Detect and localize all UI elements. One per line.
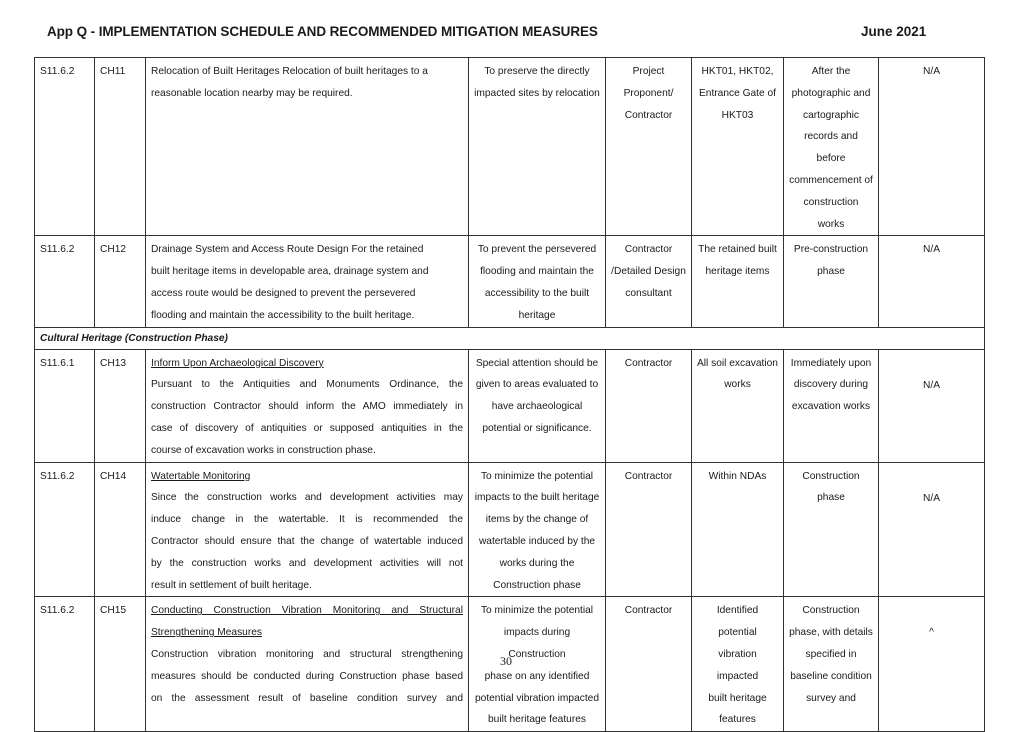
objective-cell: To prevent the persevered flooding and maintain the accessibility to the built heritage bbox=[469, 236, 606, 327]
timing-cell: Construction phase bbox=[784, 462, 879, 597]
requirement-cell: N/A bbox=[879, 236, 985, 327]
id-cell: CH13 bbox=[95, 349, 146, 462]
page-number: 30 bbox=[500, 654, 512, 668]
measure-cell: Conducting Construction Vibration Monitoring and Structural Strengthening Measures Construction vibration monitoring and structural strengthening measures should be conducted during Construction phase based on the assessment result of baseline condition survey and bbox=[146, 597, 469, 732]
id-cell: CH11 bbox=[95, 58, 146, 236]
location-cell: All soil excavation works bbox=[692, 349, 784, 462]
measure-title-cont: Strengthening Measures bbox=[151, 627, 262, 639]
implementer-cell: Contractor bbox=[606, 462, 692, 597]
requirement-cell: N/A bbox=[879, 349, 985, 462]
timing-cell: Construction phase, with details specified in baseline condition survey and bbox=[784, 597, 879, 732]
measure-cell: Inform Upon Archaeological Discovery Pursuant to the Antiquities and Monuments Ordinance, the construction Contractor should inform the AMO immediately in case of discovery of antiquities or supposed antiquities in the course of excavation works in construction phase. bbox=[146, 349, 469, 462]
implementer-cell: Contractor bbox=[606, 597, 692, 732]
measure-cell: Watertable Monitoring Since the construction works and development activities may induce change in the watertable. It is recommended the Contractor should ensure that the change of watertable induced by the construction works and development activities will not result in settlement of built heritage. bbox=[146, 462, 469, 597]
location-cell: Within NDAs bbox=[692, 462, 784, 597]
objective-cell: To minimize the potential impacts to the built heritage items by the change of watertable induced by the works during the Construction phase bbox=[469, 462, 606, 597]
ref-cell: S11.6.1 bbox=[35, 349, 95, 462]
requirement-cell: N/A bbox=[879, 462, 985, 597]
location-cell: HKT01, HKT02, Entrance Gate of HKT03 bbox=[692, 58, 784, 236]
ref-cell: S11.6.2 bbox=[35, 58, 95, 236]
measure-cell: Relocation of Built Heritages Relocation of built heritages to a reasonable location nearby may be required. bbox=[146, 58, 469, 236]
table-row bbox=[35, 236, 985, 327]
measure-cell: Drainage System and Access Route Design For the retained built heritage items in developable area, drainage system and access route would be designed to prevent the persevered flooding and maintain the accessibility to the built heritage. bbox=[146, 236, 469, 327]
implementer-cell: Project Proponent/ Contractor bbox=[606, 58, 692, 236]
implementer-cell: Contractor bbox=[606, 349, 692, 462]
measure-title: Watertable Monitoring bbox=[151, 470, 251, 482]
implementer-cell: Contractor /Detailed Design consultant bbox=[606, 236, 692, 327]
objective-cell: To preserve the directly impacted sites by relocation bbox=[469, 58, 606, 236]
section-heading-row bbox=[35, 327, 985, 349]
table-row bbox=[35, 349, 985, 462]
timing-cell: Immediately upon discovery during excavation works bbox=[784, 349, 879, 462]
ref-cell: S11.6.2 bbox=[35, 597, 95, 732]
ref-cell: S11.6.2 bbox=[35, 236, 95, 327]
location-cell: Identified potential vibration impacted built heritage features bbox=[692, 597, 784, 732]
requirement-cell: ^ bbox=[879, 597, 985, 732]
ref-cell: S11.6.2 bbox=[35, 462, 95, 597]
document-title: App Q - IMPLEMENTATION SCHEDULE AND RECOMMENDED MITIGATION MEASURES bbox=[47, 24, 598, 39]
measure-title: Inform Upon Archaeological Discovery bbox=[151, 357, 324, 369]
measure-title: Conducting Construction Vibration Monitoring and Structural bbox=[151, 605, 463, 617]
id-cell: CH15 bbox=[95, 597, 146, 732]
section-heading: Cultural Heritage (Construction Phase) bbox=[35, 327, 985, 349]
document-date: June 2021 bbox=[861, 24, 927, 39]
location-cell: The retained built heritage items bbox=[692, 236, 784, 327]
objective-cell: To minimize the potential impacts during Construction phase on any identified potential vibration impacted built heritage features bbox=[469, 597, 606, 732]
id-cell: CH14 bbox=[95, 462, 146, 597]
objective-cell: Special attention should be given to areas evaluated to have archaeological potential or significance. bbox=[469, 349, 606, 462]
id-cell: CH12 bbox=[95, 236, 146, 327]
timing-cell: Pre-construction phase bbox=[784, 236, 879, 327]
table-row bbox=[35, 462, 985, 597]
timing-cell: After the photographic and cartographic records and before commencement of construction works bbox=[784, 58, 879, 236]
requirement-cell: N/A bbox=[879, 58, 985, 236]
table-row bbox=[35, 58, 985, 236]
implementation-schedule-table bbox=[34, 57, 985, 732]
